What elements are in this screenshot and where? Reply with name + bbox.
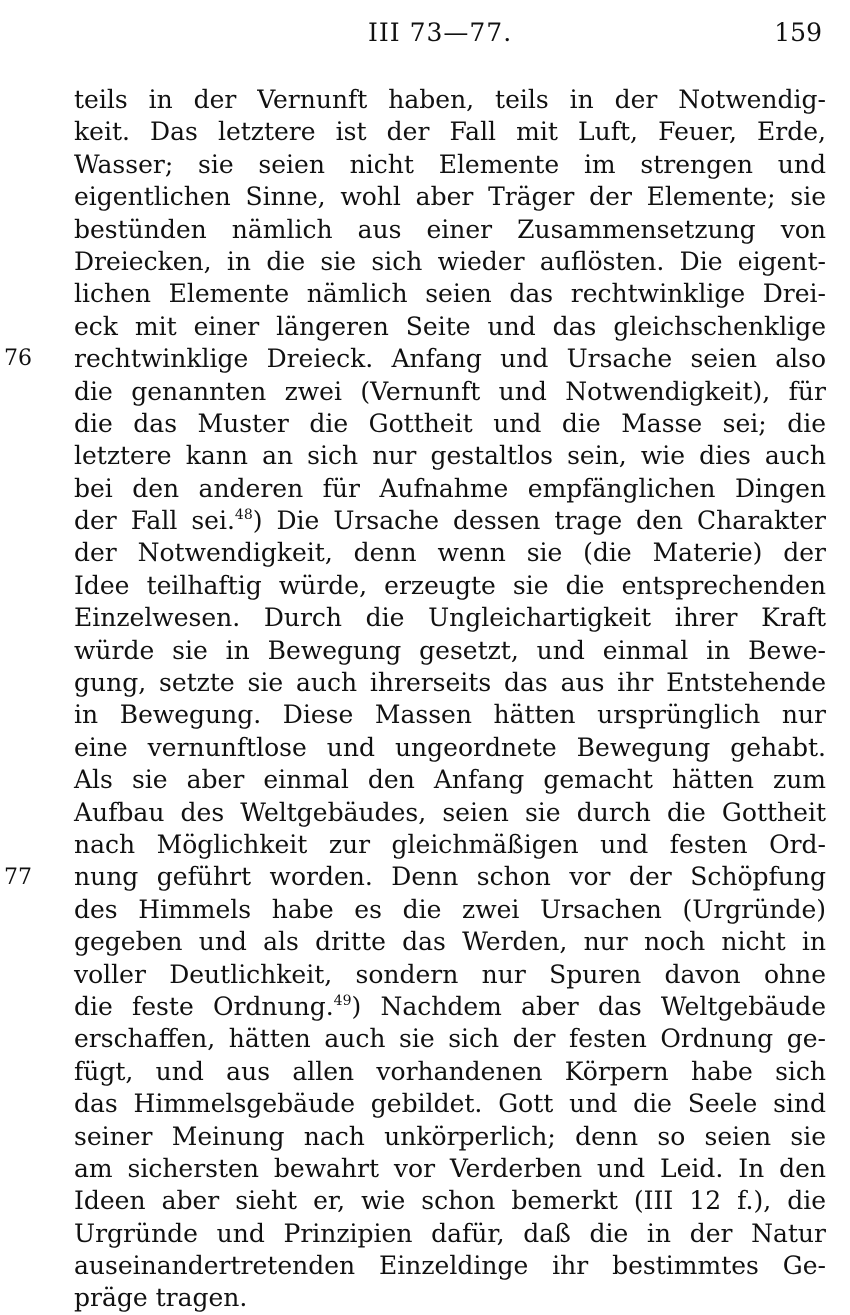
text-segment: ) Nachdem aber das Weltgebäude [351,991,826,1021]
text-line: Aufbau des Weltgebäudes, seien sie durch die Gottheit [74,797,826,827]
text-line: das Himmelsgebäude gebildet. Gott und die Seele sind [74,1089,826,1119]
text-line: Einzelwesen. Durch die Ungleichartigkeit ihrer Kraft [74,603,826,633]
text-line: gung, setzte sie auch ihrerseits das aus ihr Entstehende [74,668,826,698]
text-segment: die feste Ordnung. [74,991,334,1021]
text-line: nach Möglichkeit zur gleichmäßigen und festen Ord- [74,829,826,859]
text-line: teils in der Vernunft haben, teils in der Notwendig- [74,85,826,114]
body-text [74,84,826,1315]
text-line: voller Deutlichkeit, sondern nur Spuren davon ohne [74,959,826,989]
text-line: die das Muster die Gottheit und die Masse sei; die [74,408,826,438]
text-line: die genannten zwei (Vernunft und Notwendigkeit), für [74,376,826,406]
text-line: Ideen aber sieht er, wie schon bemerkt (III 12 f.), die [74,1186,826,1216]
text-line: keit. Das letztere ist der Fall mit Luft, Feuer, Erde, [74,117,826,147]
text-line: eine vernunftlose und ungeordnete Bewegung gehabt. [74,732,826,762]
margin-number-76: 76 [4,346,32,372]
text-line: seiner Meinung nach unkörperlich; denn so seien sie [74,1121,826,1151]
text-line: bei den anderen für Aufnahme empfänglichen Dingen [74,473,826,503]
text-line: nung geführt worden. Denn schon vor der Schöpfung [74,862,826,892]
page-number: 159 [774,18,822,47]
text-line-with-footnote-48 [74,505,826,537]
text-line: würde sie in Bewegung gesetzt, und einmal in Bewe- [74,635,826,665]
text-line: lichen Elemente nämlich seien das rechtwinklige Drei- [74,279,826,309]
text-line: Wasser; sie seien nicht Elemente im strengen und [74,149,826,179]
text-line: Urgründe und Prinzipien dafür, daß die in der Natur [74,1218,826,1248]
text-line: Dreiecken, in die sie sich wieder auflösten. Die eigent- [74,246,826,276]
text-line: gegeben und als dritte das Werden, nur noch nicht in [74,927,826,957]
text-line: eck mit einer längeren Seite und das gleichschenklige [74,311,826,341]
text-line-last: präge tragen. [74,1283,248,1313]
text-line: des Himmels habe es die zwei Ursachen (Urgründe) [74,894,826,924]
text-line-with-footnote-49 [74,991,826,1023]
text-segment: ) Die Ursache dessen trage den Charakter [252,506,826,536]
page-header [0,18,850,58]
text-line: der Notwendigkeit, denn wenn sie (die Materie) der [74,538,826,568]
text-line: in Bewegung. Diese Massen hätten ursprünglich nur [74,700,826,730]
text-line: Als sie aber einmal den Anfang gemacht hätten zum [74,765,826,795]
text-line: Idee teilhaftig würde, erzeugte sie die entsprechenden [74,570,826,600]
text-line: bestünden nämlich aus einer Zusammensetzung von [74,214,826,244]
text-line: eigentlichen Sinne, wohl aber Träger der Elemente; sie [74,182,826,212]
footnote-ref-48: 48 [234,507,253,524]
running-head: III 73—77. [368,18,513,47]
text-line: erschaffen, hätten auch sie sich der festen Ordnung ge- [74,1024,826,1054]
text-segment: der Fall sei. [74,506,235,536]
text-line: letztere kann an sich nur gestaltlos sein, wie dies auch [74,441,826,471]
margin-number-77: 77 [4,864,32,890]
footnote-ref-49: 49 [333,992,352,1009]
text-line: am sichersten bewahrt vor Verderben und Leid. In den [74,1153,826,1183]
text-line: auseinandertretenden Einzeldinge ihr bestimmtes Ge- [74,1251,826,1281]
text-line: fügt, und aus allen vorhandenen Körpern habe sich [74,1056,826,1086]
text-line: rechtwinklige Dreieck. Anfang und Ursache seien also [74,344,826,374]
